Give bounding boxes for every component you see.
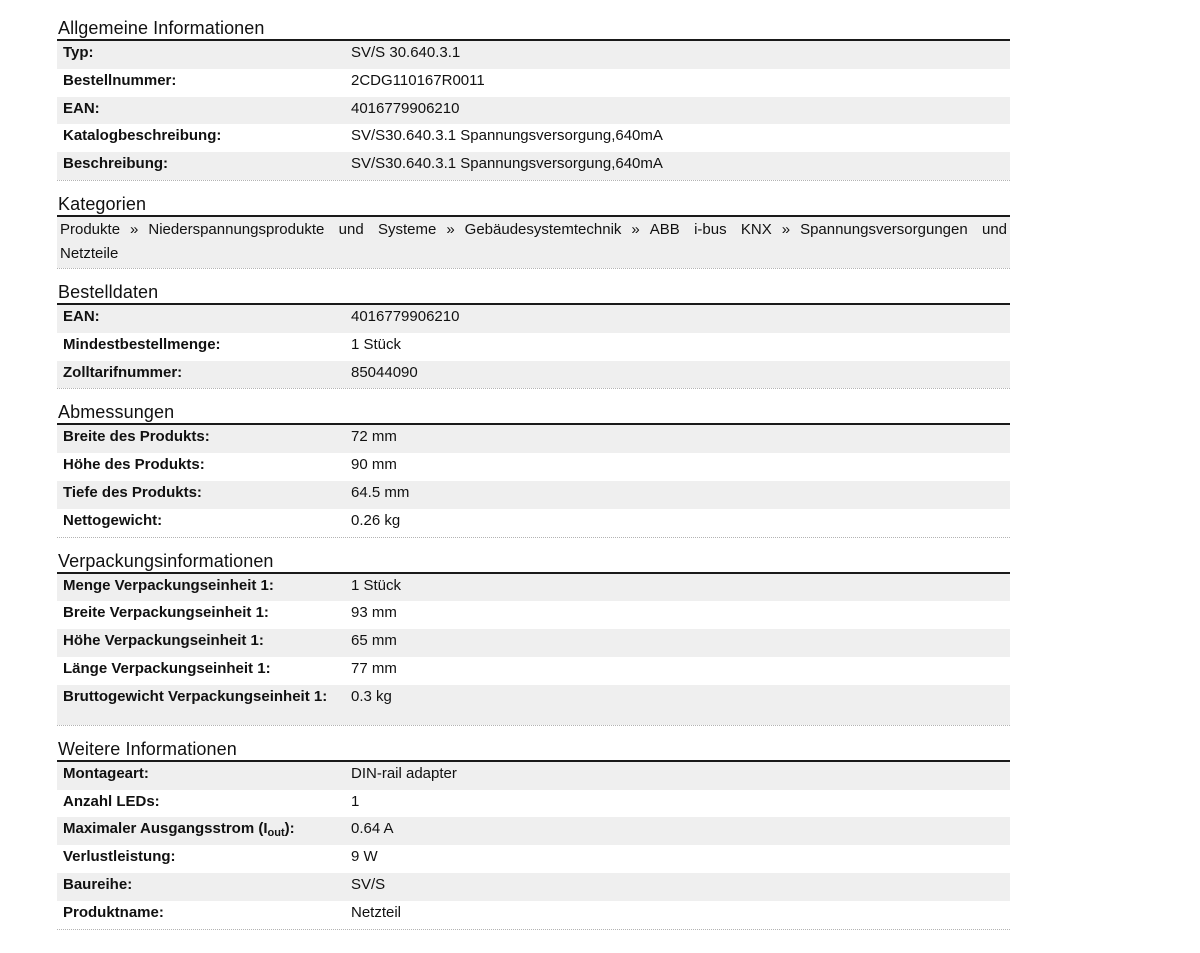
dimensions-table xyxy=(57,425,1010,536)
further-table xyxy=(57,762,1010,929)
row-value: SV/S30.640.3.1 Spannungsversorgung,640mA xyxy=(345,124,1010,152)
section-divider xyxy=(57,537,1010,538)
label-main: Maximaler Ausgangsstrom (I xyxy=(63,820,268,838)
table-row xyxy=(57,361,1010,389)
section-title: Bestelldaten xyxy=(58,281,159,302)
row-value: 90 mm xyxy=(345,453,1010,481)
row-value: 64.5 mm xyxy=(345,481,1010,509)
row-value: 93 mm xyxy=(345,601,1010,629)
row-value: Netzteil xyxy=(345,901,1010,929)
row-value: SV/S xyxy=(345,873,1010,901)
row-value: 0.64 A xyxy=(345,817,1010,845)
row-value: SV/S 30.640.3.1 xyxy=(345,41,1010,69)
row-value: 1 xyxy=(345,790,1010,818)
table-row xyxy=(57,601,1010,629)
breadcrumb-item[interactable]: ABB i-bus KNX xyxy=(649,220,772,238)
table-row xyxy=(57,124,1010,152)
table-row xyxy=(57,333,1010,361)
row-value: 0.3 kg xyxy=(345,685,1010,725)
row-label: EAN: xyxy=(57,305,345,333)
row-label xyxy=(57,817,345,845)
table-row xyxy=(57,574,1010,602)
table-row xyxy=(57,69,1010,97)
row-value: 0.26 kg xyxy=(345,509,1010,537)
table-row xyxy=(57,152,1010,180)
row-label: Typ: xyxy=(57,41,345,69)
section-title: Weitere Informationen xyxy=(58,738,237,759)
row-label: Katalogbeschreibung: xyxy=(57,124,345,152)
breadcrumb-separator: » xyxy=(446,220,455,238)
table-row xyxy=(57,762,1010,790)
breadcrumb-item[interactable]: Gebäudesystemtechnik xyxy=(464,220,622,238)
breadcrumb-item[interactable]: Spannungsversorgungen und Netzteile xyxy=(60,220,1008,262)
section-divider xyxy=(57,929,1010,930)
row-value: 65 mm xyxy=(345,629,1010,657)
section-divider xyxy=(57,180,1010,181)
table-row xyxy=(57,305,1010,333)
row-label: Länge Verpackungseinheit 1: xyxy=(57,657,345,685)
breadcrumb-separator: » xyxy=(130,220,139,238)
row-label: Anzahl LEDs: xyxy=(57,790,345,818)
row-label: Baureihe: xyxy=(57,873,345,901)
row-value: 4016779906210 xyxy=(345,305,1010,333)
breadcrumb-separator: » xyxy=(781,220,791,238)
table-row xyxy=(57,901,1010,929)
section-general xyxy=(57,14,1010,181)
row-label: Montageart: xyxy=(57,762,345,790)
table-row xyxy=(57,453,1010,481)
row-label: Höhe des Produkts: xyxy=(57,453,345,481)
row-value: 85044090 xyxy=(345,361,1010,389)
breadcrumb-item[interactable]: Niederspannungsprodukte und Systeme xyxy=(148,220,437,238)
row-label: Bestellnummer: xyxy=(57,69,345,97)
section-further xyxy=(57,735,1010,930)
row-value: SV/S30.640.3.1 Spannungsversorgung,640mA xyxy=(345,152,1010,180)
label-subscript: out xyxy=(267,827,285,840)
row-label: Breite Verpackungseinheit 1: xyxy=(57,601,345,629)
row-label: Breite des Produkts: xyxy=(57,425,345,453)
table-row xyxy=(57,509,1010,537)
row-label: Tiefe des Produkts: xyxy=(57,481,345,509)
row-value: 77 mm xyxy=(345,657,1010,685)
section-title: Abmessungen xyxy=(58,402,175,423)
row-label: Menge Verpackungseinheit 1: xyxy=(57,574,345,602)
table-row xyxy=(57,41,1010,69)
section-divider xyxy=(57,725,1010,726)
label-tail: ): xyxy=(284,820,295,838)
section-categories xyxy=(57,190,1010,269)
table-row xyxy=(57,873,1010,901)
table-row xyxy=(57,845,1010,873)
row-label: Zolltarifnummer: xyxy=(57,361,345,389)
section-packaging xyxy=(57,547,1010,726)
table-row xyxy=(57,629,1010,657)
row-value: 72 mm xyxy=(345,425,1010,453)
row-label: Nettogewicht: xyxy=(57,509,345,537)
table-row xyxy=(57,817,1010,845)
table-row xyxy=(57,685,1010,725)
table-row xyxy=(57,97,1010,125)
section-divider xyxy=(57,388,1010,389)
row-label: Produktname: xyxy=(57,901,345,929)
row-value: 2CDG110167R0011 xyxy=(345,69,1010,97)
row-value: 1 Stück xyxy=(345,333,1010,361)
table-row xyxy=(57,790,1010,818)
category-breadcrumb xyxy=(57,217,1010,268)
product-datasheet xyxy=(57,14,1010,939)
row-label: EAN: xyxy=(57,97,345,125)
order-table xyxy=(57,305,1010,388)
general-table xyxy=(57,41,1010,180)
section-divider xyxy=(57,268,1010,269)
section-title: Kategorien xyxy=(58,193,147,214)
packaging-table xyxy=(57,574,1010,725)
row-label: Beschreibung: xyxy=(57,152,345,180)
section-title: Verpackungsinformationen xyxy=(58,550,274,571)
row-value: DIN-rail adapter xyxy=(345,762,1010,790)
section-dimensions xyxy=(57,398,1010,537)
table-row xyxy=(57,425,1010,453)
row-label: Höhe Verpackungseinheit 1: xyxy=(57,629,345,657)
section-title: Allgemeine Informationen xyxy=(58,18,265,38)
table-row xyxy=(57,657,1010,685)
row-value: 9 W xyxy=(345,845,1010,873)
table-row xyxy=(57,481,1010,509)
row-label: Bruttogewicht Verpackungseinheit 1: xyxy=(57,685,345,725)
row-value: 4016779906210 xyxy=(345,97,1010,125)
breadcrumb-separator: » xyxy=(631,220,640,238)
section-order xyxy=(57,278,1010,389)
breadcrumb-item[interactable]: Produkte xyxy=(60,220,121,238)
row-value: 1 Stück xyxy=(345,574,1010,602)
row-label: Verlustleistung: xyxy=(57,845,345,873)
row-label: Mindestbestellmenge: xyxy=(57,333,345,361)
